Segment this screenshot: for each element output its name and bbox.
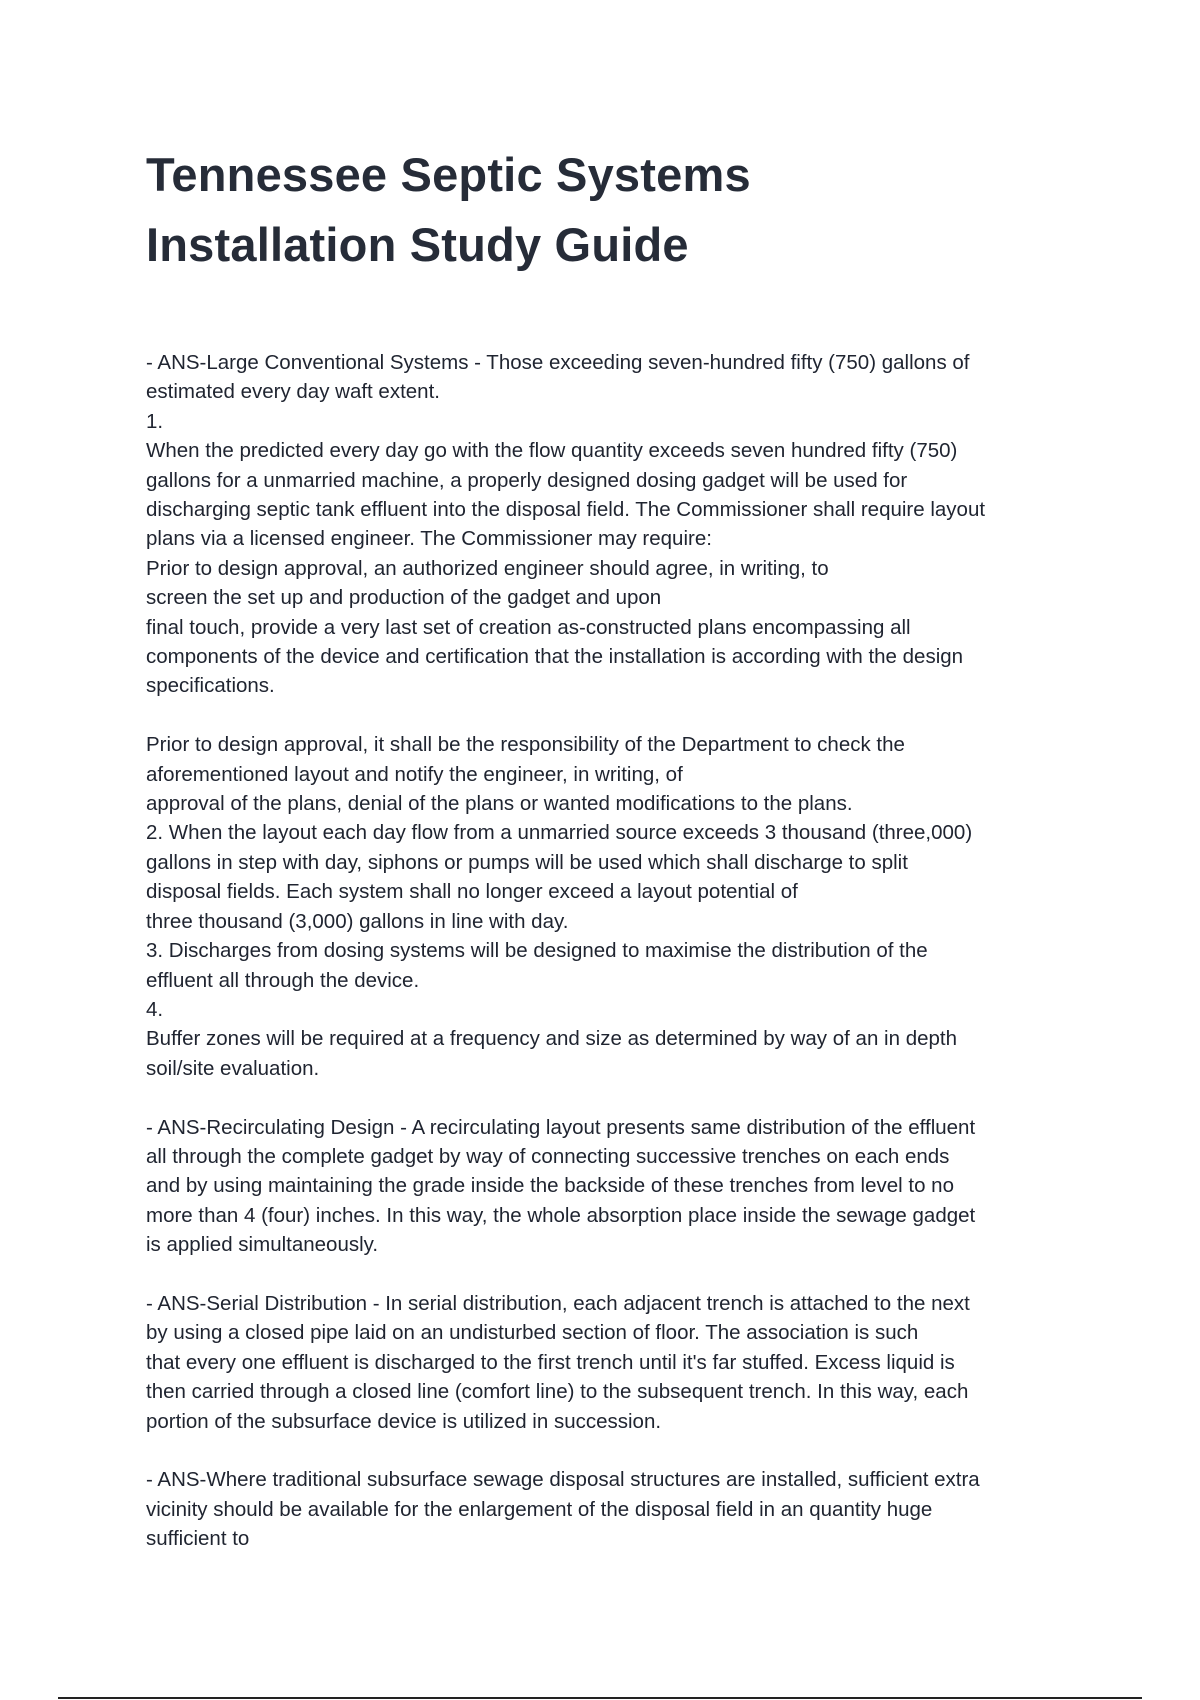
- body-line: disposal fields. Each system shall no longer exceed a layout potential of: [146, 880, 798, 904]
- document-title: [146, 140, 1066, 280]
- body-line: then carried through a closed line (comfort line) to the subsequent trench. In this way, each: [146, 1380, 969, 1404]
- body-line: all through the complete gadget by way of connecting successive trenches on each ends: [146, 1144, 950, 1168]
- body-line: gallons in step with day, siphons or pumps will be used which shall discharge to split: [146, 850, 908, 874]
- body-line: vicinity should be available for the enlargement of the disposal field in an quantity huge: [146, 1497, 933, 1521]
- body-line: is applied simultaneously.: [146, 1233, 379, 1257]
- document-body: [146, 348, 1066, 1554]
- body-line: screen the set up and production of the gadget and upon: [146, 586, 662, 610]
- body-line: gallons for a unmarried machine, a properly designed dosing gadget will be used for: [146, 468, 908, 492]
- body-line: and by using maintaining the grade inside the backside of these trenches from level to no: [146, 1174, 954, 1198]
- body-line: 4.: [146, 997, 164, 1021]
- body-line: Buffer zones will be required at a frequency and size as determined by way of an in depth: [146, 1027, 957, 1051]
- body-line: Prior to design approval, an authorized engineer should agree, in writing, to: [146, 556, 829, 580]
- document-page: [146, 140, 1066, 1554]
- body-line: 3. Discharges from dosing systems will be designed to maximise the distribution of the: [146, 939, 928, 963]
- paragraph-gap: [146, 1083, 1066, 1112]
- body-line: - ANS-Where traditional subsurface sewage disposal structures are installed, sufficient extra: [146, 1468, 980, 1492]
- body-line: 1.: [146, 409, 164, 433]
- body-line: - ANS-Recirculating Design - A recirculating layout presents same distribution of the effluent: [146, 1115, 976, 1139]
- body-line: - ANS-Serial Distribution - In serial distribution, each adjacent trench is attached to the next: [146, 1291, 970, 1315]
- body-line: portion of the subsurface device is utilized in succession.: [146, 1409, 662, 1433]
- body-line: three thousand (3,000) gallons in line with day.: [146, 909, 569, 933]
- body-line: sufficient to: [146, 1527, 250, 1551]
- body-line: components of the device and certification that the installation is according with the design: [146, 645, 964, 669]
- body-line: by using a closed pipe laid on an undisturbed section of floor. The association is such: [146, 1321, 919, 1345]
- body-line: more than 4 (four) inches. In this way, the whole absorption place inside the sewage gadget: [146, 1203, 976, 1227]
- body-line: When the predicted every day go with the flow quantity exceeds seven hundred fifty (750): [146, 439, 958, 463]
- body-line: approval of the plans, denial of the plans or wanted modifications to the plans.: [146, 792, 853, 816]
- title-line: Installation Study Guide: [146, 218, 689, 271]
- title-line: Tennessee Septic Systems: [146, 148, 751, 201]
- body-line: - ANS-Large Conventional Systems - Those exceeding seven-hundred fifty (750) gallons of: [146, 351, 970, 374]
- body-line: final touch, provide a very last set of creation as-constructed plans encompassing all: [146, 615, 911, 639]
- paragraph-gap: [146, 1436, 1066, 1465]
- body-line: that every one effluent is discharged to the first trench until it's far stuffed. Excess liquid is: [146, 1350, 955, 1374]
- paragraph-gap: [146, 1260, 1066, 1289]
- body-line: 2. When the layout each day flow from a unmarried source exceeds 3 thousand (three,000): [146, 821, 973, 845]
- body-line: specifications.: [146, 674, 275, 698]
- page-bottom-rule: [58, 1697, 1142, 1699]
- body-line: estimated every day waft extent.: [146, 380, 440, 404]
- body-line: plans via a licensed engineer. The Commissioner may require:: [146, 527, 712, 551]
- body-line: aforementioned layout and notify the engineer, in writing, of: [146, 762, 683, 786]
- body-line: discharging septic tank effluent into the disposal field. The Commissioner shall require layout: [146, 498, 986, 522]
- body-line: soil/site evaluation.: [146, 1056, 320, 1080]
- body-line: Prior to design approval, it shall be the responsibility of the Department to check the: [146, 733, 905, 757]
- paragraph-gap: [146, 701, 1066, 730]
- body-line: effluent all through the device.: [146, 968, 420, 992]
